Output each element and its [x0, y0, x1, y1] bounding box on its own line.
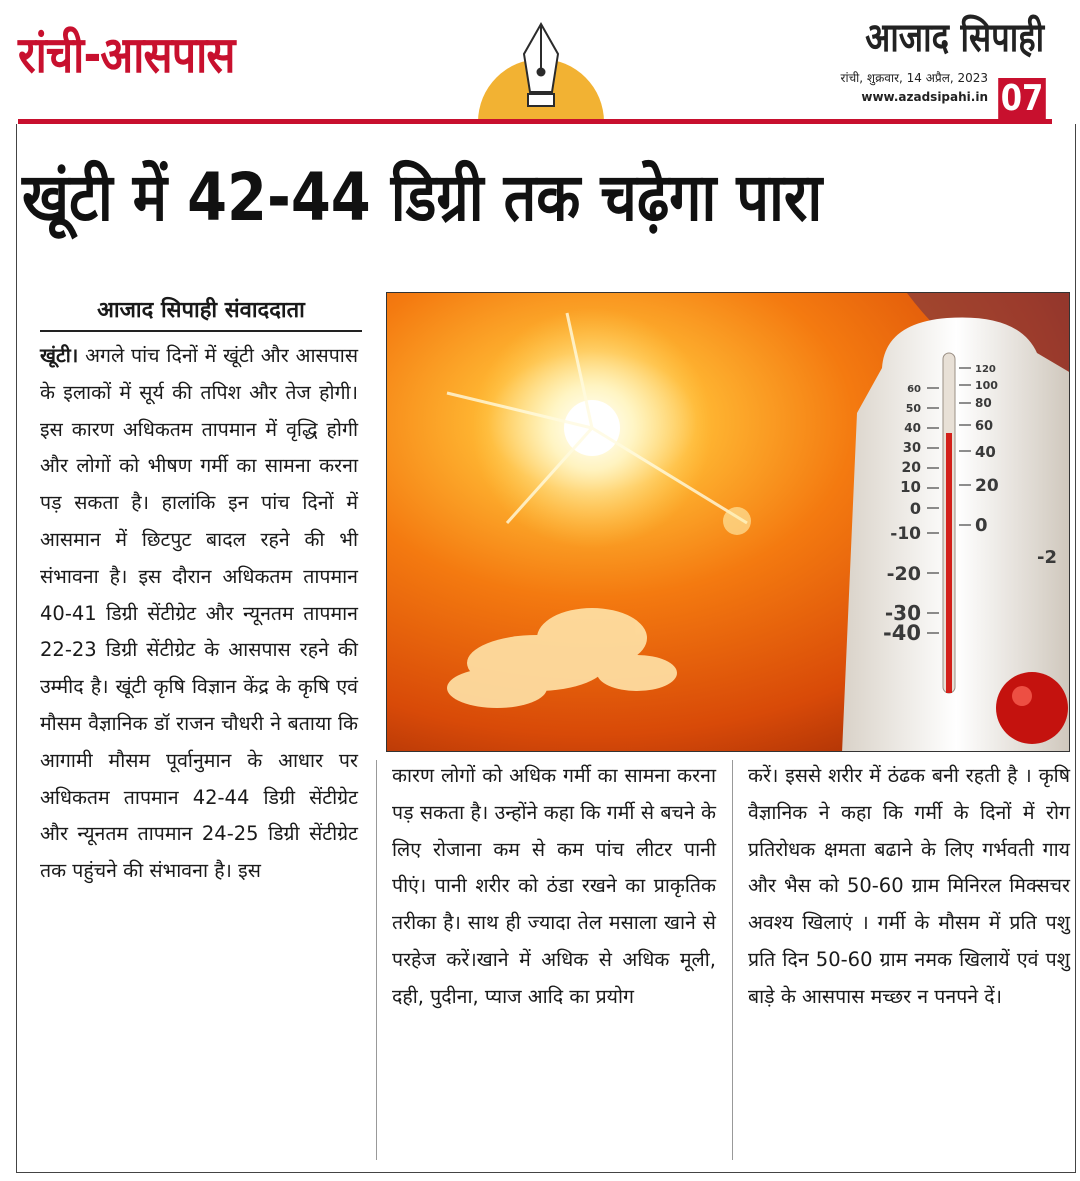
scale-left-label-4: 20: [901, 460, 921, 476]
scale-left-label-7: -10: [890, 524, 921, 544]
scale-right-label-7: -2: [1037, 547, 1057, 568]
section-title: रांची-आसपास: [18, 26, 235, 84]
scale-left-label-1: 50: [905, 402, 921, 415]
scale-left-label-6: 0: [909, 499, 921, 518]
article-column-1: [40, 338, 358, 890]
scale-left-label-3: 30: [902, 441, 921, 456]
scale-left-label-5: 10: [900, 478, 921, 496]
scale-right-label-4: 40: [975, 443, 996, 461]
sun-thermometer-illustration: [387, 293, 1070, 752]
article-column-2: कारण लोगों को अधिक गर्मी का सामना करना पड़ सकता है। उन्होंने कहा कि गर्मी से बचने के लिए रोजाना कम से कम पांच लीटर पानी पीएं। पानी शरीर को ठंडा रखने का प्राकृतिक तरीका है। साथ ही ज्यादा तेल मसाला खाने से परहेज करें।खाने में अधिक से अधिक मूली, दही, पुदीना, प्याज आदि का प्रयोग: [392, 764, 716, 1008]
scale-right-label-1: 100: [975, 379, 998, 392]
scale-left-label-10: -40: [883, 621, 921, 645]
article-headline: खूंटी में 42-44 डिग्री तक चढ़ेगा पारा: [22, 159, 823, 236]
scale-right-label-0: 120: [975, 364, 996, 375]
scale-left-label-2: 40: [904, 421, 921, 435]
scale-right-label-6: 0: [975, 515, 988, 536]
scale-left-label-8: -20: [886, 563, 921, 585]
column-divider: [376, 760, 377, 1160]
article-dateline-place: खूंटी।: [40, 344, 79, 367]
article-photo: [386, 292, 1070, 752]
issue-dateline: रांची, शुक्रवार, 14 अप्रैल, 2023: [840, 71, 988, 85]
article-column-1-text: अगले पांच दिनों में खूंटी और आसपास के इलाकों में सूर्य की तपिश और तेज होगी। इस कारण अधिकतम तापमान में वृद्धि होगी और लोगों को भीषण गर्मी का सामना करना पड़ सकता है। हालांकि इन पांच दिनों में आसमान में छिटपुट बादल रहने की भी संभावना है। इस दौरान अधिकतम तापमान 40-41 डिग्री सेंटीग्रेट और न्यूनतम तापमान 22-23 डिग्री सेंटीग्रेट के आसपास रहने की उम्मीद है। खूंटी कृषि विज्ञान केंद्र के कृषि एवं मौसम वैज्ञानिक डॉ राजन चौधरी ने बताया कि आगामी मौसम पूर्वानुमान के आधार पर अधिकतम तापमान 42-44 डिग्री सेंटीग्रेट और न्यूनतम तापमान 24-25 डिग्री सेंटीग्रेट तक पहुंचने की संभावना है। इस: [40, 344, 358, 883]
article-column-3: करें। इससे शरीर में ठंढक बनी रहती है । कृषि वैज्ञानिक ने कहा कि गर्मी के दिनों में रोग प्रतिरोधक क्षमता बढाने के लिए गर्भवती गाय और भैस को 50-60 ग्राम मिनिरल मिक्सचर अवश्य खिलाएं । गर्मी के मौसम में प्रति पशु प्रति दिन 50-60 ग्राम नमक खिलायें एवं पशु बाड़े के आसपास मच्छर न पनपने दें।: [748, 764, 1070, 1008]
page-number-badge: 07: [998, 78, 1046, 120]
pen-nib-icon: [474, 14, 608, 122]
column-divider: [732, 760, 733, 1160]
scale-left-label-9: -30: [884, 601, 921, 625]
newspaper-masthead: आजाद सिपाही: [865, 15, 1044, 61]
scale-right-label-5: 20: [975, 476, 999, 496]
website-link[interactable]: www.azadsipahi.in: [861, 90, 988, 104]
scale-right-label-2: 80: [975, 396, 992, 410]
scale-right-label-3: 60: [975, 419, 994, 434]
article-byline: आजाद सिपाही संवाददाता: [40, 294, 362, 332]
scale-left-label-0: 60: [907, 384, 921, 395]
